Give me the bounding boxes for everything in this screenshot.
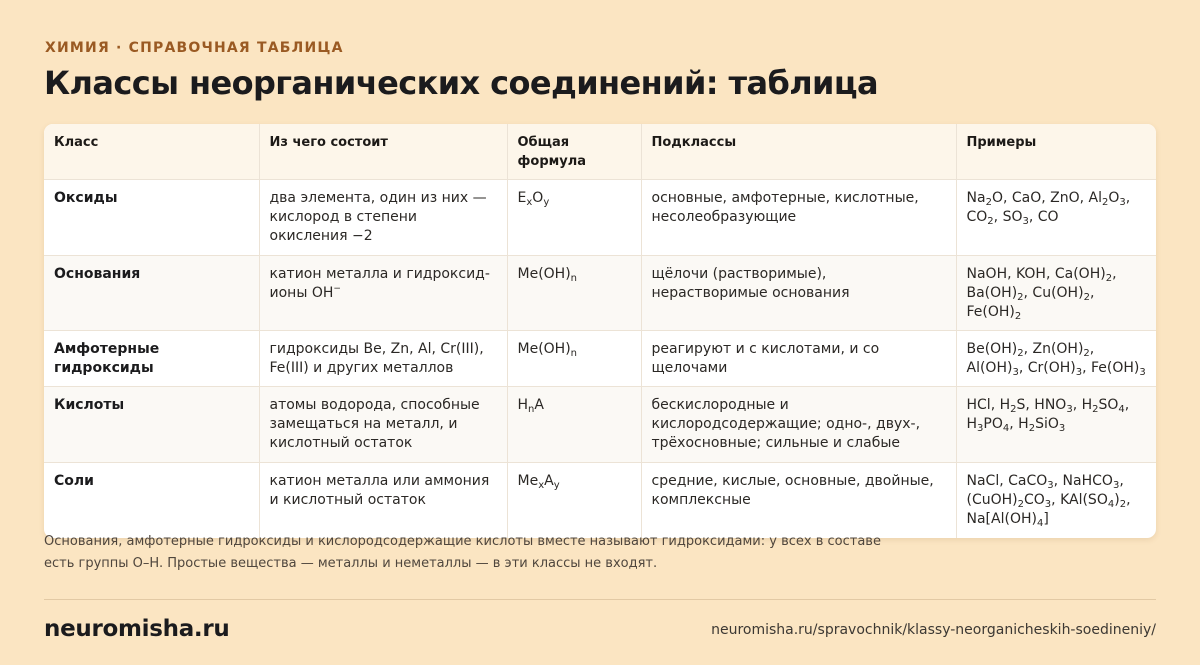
cell-subclasses: реагируют и с кислотами, и со щелочами [641, 331, 956, 387]
page-url-link[interactable]: neuromisha.ru/spravochnik/klassy-neorganicheskih-soedineniy/ [711, 622, 1156, 638]
footnote [44, 531, 924, 575]
cell-formula: $Me(OH)_n$ [507, 331, 641, 387]
cell-examples: $Be(OH)_2$, $Zn(OH)_2$, $Al(OH)_3$, $Cr(OH)_3$, $Fe(OH)_3$ [956, 331, 1156, 387]
classes-table [44, 124, 1156, 538]
cell-class: Амфотерные гидроксиды [44, 331, 259, 387]
table-row-acids [44, 387, 1156, 463]
column-header-class: Класс [44, 124, 259, 180]
cell-composition: катион металла и гидроксид-ионы OH− [259, 256, 507, 331]
cell-formula: $Me_xA_y$ [507, 463, 641, 538]
column-header-subclasses: Подклассы [641, 124, 956, 180]
section-eyebrow: ХИМИЯ · СПРАВОЧНАЯ ТАБЛИЦА [45, 40, 344, 56]
cell-formula: $E_xO_y$ [507, 180, 641, 256]
classes-table-card [44, 124, 1156, 538]
cell-subclasses: основные, амфотерные, кислотные, несолеобразующие [641, 180, 956, 256]
cell-class: Кислоты [44, 387, 259, 463]
cell-composition: катион металла или аммония и кислотный остаток [259, 463, 507, 538]
cell-composition: атомы водорода, способные замещаться на металл, и кислотный остаток [259, 387, 507, 463]
column-header-formula: Общая формула [507, 124, 641, 180]
cell-composition: два элемента, один из них — кислород в степени окисления −2 [259, 180, 507, 256]
cell-examples: NaCl, CaCO$_3$, NaHCO$_3$, $(CuOH)_2CO_3$, $KAl(SO_4)_2$, $Na[Al(OH)_4]$ [966, 473, 1131, 529]
cell-subclasses: бескислородные и кислородсодержащие; одно-, двух-, трёхосновные; сильные и слабые [641, 387, 956, 463]
cell-class: Оксиды [44, 180, 259, 256]
cell-subclasses: щёлочи (растворимые), нерастворимые основания [641, 256, 956, 331]
table-row-salts [44, 463, 1156, 538]
table-header-row [44, 124, 1156, 180]
cell-class: Соли [44, 463, 259, 538]
brand-logo[interactable]: neuromisha.ru [44, 616, 230, 642]
cell-subclasses: средние, кислые, основные, двойные, комплексные [641, 463, 956, 538]
cell-formula: $H_nA$ [507, 387, 641, 463]
column-header-composition: Из чего состоит [259, 124, 507, 180]
footnote-line: есть группы O–H. Простые вещества — металлы и неметаллы — в эти классы не входят. [44, 556, 658, 571]
cell-examples: HCl, $H_2S$, $HNO_3$, $H_2SO_4$, $H_3PO_4$, $H_2SiO_3$ [956, 387, 1156, 463]
column-header-examples: Примеры [956, 124, 1156, 180]
cell-class: Основания [44, 256, 259, 331]
table-row-amphoteric-hydroxides [44, 331, 1156, 387]
page-title: Классы неорганических соединений: таблица [44, 64, 878, 102]
cell-examples: NaOH, KOH, $Ca(OH)_2$, $Ba(OH)_2$, $Cu(OH)_2$, $Fe(OH)_2$ [956, 256, 1156, 331]
footnote-line: Основания, амфотерные гидроксиды и кислородсодержащие кислоты вместе называют гидроксидами: у всех в составе [44, 534, 881, 549]
footer-divider [44, 599, 1156, 600]
cell-examples: $Na_2O$, CaO, ZnO, $Al_2O_3$, $CO_2$, $SO_3$, CO [956, 180, 1156, 256]
cell-formula: $Me(OH)_n$ [507, 256, 641, 331]
cell-composition: гидроксиды Be, Zn, Al, Cr(III), Fe(III) и других металлов [259, 331, 507, 387]
table-row-oxides [44, 180, 1156, 256]
table-row-bases [44, 256, 1156, 331]
